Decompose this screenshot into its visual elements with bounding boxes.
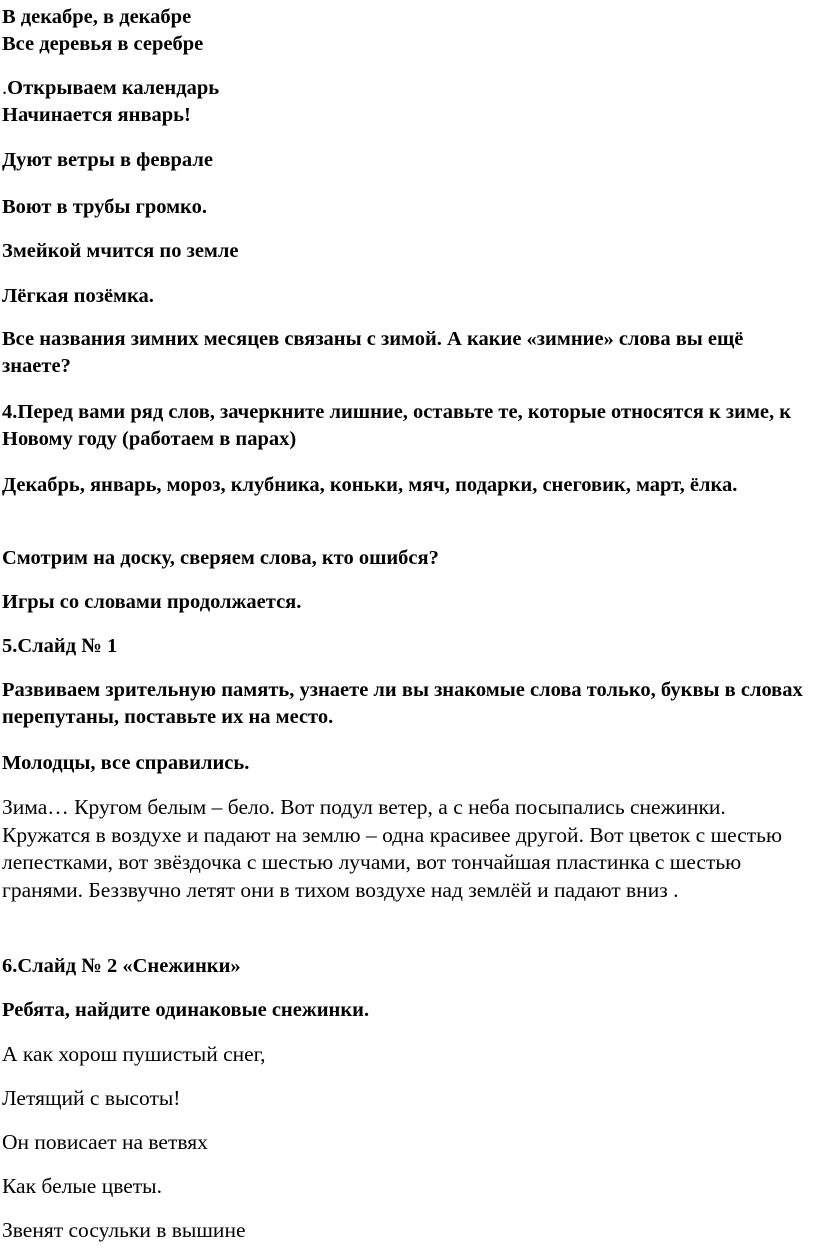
slide-1-heading: 5.Слайд № 1 — [2, 635, 118, 657]
task-4-heading: 4.Перед вами ряд слов, зачеркните лишние, оставьте те, которые относятся к зиме, к Новому году (работаем в парах) — [2, 401, 792, 450]
poem-line: Открываем календарь — [7, 77, 220, 99]
poem-line: Лёгкая позёмка. — [2, 285, 154, 307]
winter-story-paragraph: Зима… Кругом белым – бело. Вот подул ветер, а с неба посыпались снежинки. Кружатся в воздухе и падают на землю – одна красивее другой. Вот цветок с шестью лепестками, вот звёздочка с шестью лучами, вот тончайшая пластинка с шестью гранями. Беззвучно летят они в тихом воздухе над землёй и падают вниз . — [2, 795, 783, 902]
poem-line: Он повисает на ветвях — [2, 1130, 208, 1154]
poem-line: Дуют ветры в феврале — [2, 149, 213, 171]
word-list: Декабрь, январь, мороз, клубника, коньки, мяч, подарки, снеговик, март, ёлка. — [2, 474, 738, 496]
instruction-paragraph: Смотрим на доску, сверяем слова, кто ошибся? — [2, 547, 439, 569]
question-paragraph: Все названия зимних месяцев связаны с зимой. А какие «зимние» слова вы ещё знаете? — [2, 328, 744, 377]
memory-task-paragraph: Развиваем зрительную память, узнаете ли вы знакомые слова только, буквы в словах перепутаны, поставьте их на место. — [2, 679, 803, 728]
poem-line: Как белые цветы. — [2, 1174, 163, 1198]
poem-line: Все деревья в серебре — [2, 33, 204, 55]
snowflake-task: Ребята, найдите одинаковые снежинки. — [2, 999, 370, 1021]
poem-line: А как хорош пушистый снег, — [2, 1042, 266, 1066]
poem-line: В декабре, в декабре — [2, 6, 192, 28]
poem-line: Змейкой мчится по земле — [2, 240, 239, 262]
poem-line: Летящий с высоты! — [2, 1086, 181, 1110]
instruction-paragraph: Игры со словами продолжается. — [2, 591, 302, 613]
poem-stanza-january — [2, 75, 810, 129]
poem-stanza-december — [2, 4, 810, 58]
praise-paragraph: Молодцы, все справились. — [2, 752, 250, 774]
poem-line: Воют в трубы громко. — [2, 196, 207, 218]
poem-line: Звенят сосульки в вышине — [2, 1218, 246, 1242]
stray-period: . — [2, 77, 8, 99]
poem-line: Начинается январь! — [2, 104, 191, 126]
slide-2-heading: 6.Слайд № 2 «Снежинки» — [2, 955, 241, 977]
